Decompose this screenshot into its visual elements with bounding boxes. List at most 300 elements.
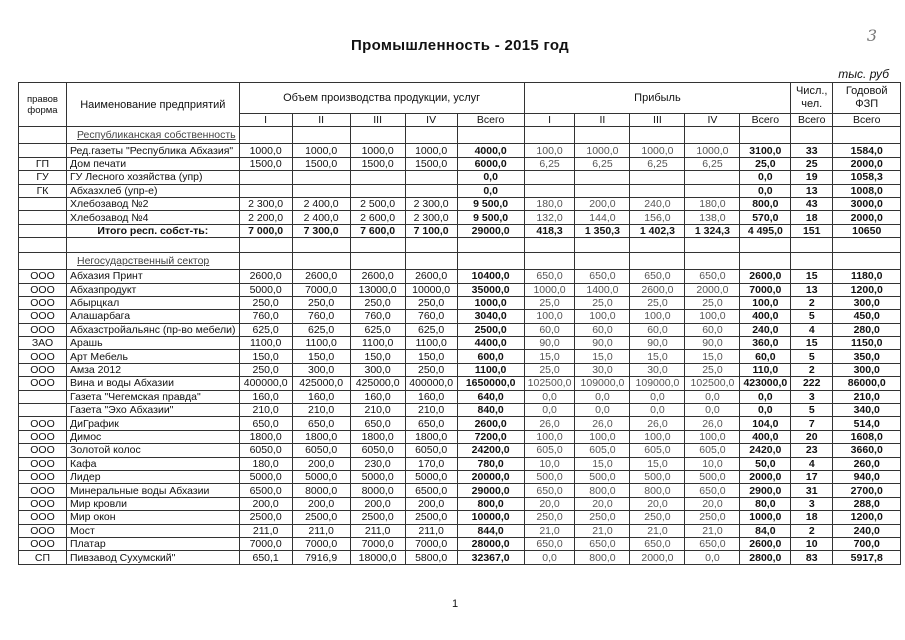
- legal-form-cell: ООО: [19, 296, 67, 309]
- profit-q1-cell: [575, 184, 630, 197]
- profit-q4-cell: 2600,0: [740, 270, 791, 283]
- volume-q2-cell: 1100,0: [350, 337, 405, 350]
- profit-q2-cell: 26,0: [630, 417, 685, 430]
- profit-q0-cell: 20,0: [524, 497, 575, 510]
- volume-q1-cell: 625,0: [292, 323, 350, 336]
- volume-q2-cell: 2 600,0: [350, 211, 405, 224]
- profit-q0-cell: 25,0: [524, 363, 575, 376]
- payroll-cell: 514,0: [833, 417, 901, 430]
- volume-q2-cell: 425000,0: [350, 377, 405, 390]
- profit-q3-cell: 1 324,3: [685, 224, 740, 237]
- profit-q1-cell: 605,0: [575, 444, 630, 457]
- volume-q3-cell: 2 300,0: [405, 197, 457, 210]
- volume-q2-cell: 1800,0: [350, 430, 405, 443]
- profit-q3-cell: 100,0: [685, 430, 740, 443]
- payroll-cell: 350,0: [833, 350, 901, 363]
- profit-q0-cell: 500,0: [524, 470, 575, 483]
- profit-q0-cell: 60,0: [524, 323, 575, 336]
- profit-q2-cell: 2600,0: [630, 283, 685, 296]
- volume-q4-cell: 29000,0: [457, 224, 524, 237]
- volume-q3-cell: 250,0: [405, 296, 457, 309]
- volume-q2-cell: 2 500,0: [350, 197, 405, 210]
- legal-form-cell: ООО: [19, 457, 67, 470]
- staff-cell: 25: [791, 157, 833, 170]
- profit-q3-cell: 250,0: [685, 511, 740, 524]
- empty-cell: [405, 127, 457, 144]
- volume-q4-cell: 28000,0: [457, 537, 524, 550]
- legal-form-cell: ООО: [19, 417, 67, 430]
- legal-form-cell: ООО: [19, 323, 67, 336]
- profit-q3-cell: 650,0: [685, 270, 740, 283]
- page-number: 1: [452, 598, 459, 610]
- profit-q3-cell: [685, 171, 740, 184]
- staff-cell: 7: [791, 417, 833, 430]
- profit-q3-cell: [685, 184, 740, 197]
- enterprise-name-cell: Лидер: [67, 470, 240, 483]
- empty-cell: [457, 127, 524, 144]
- volume-q4-cell: 9 500,0: [457, 211, 524, 224]
- volume-q2-cell: [350, 171, 405, 184]
- volume-q3-cell: [405, 171, 457, 184]
- legal-form-cell: ООО: [19, 377, 67, 390]
- header-profit-q2: III: [630, 114, 685, 127]
- empty-cell: [791, 253, 833, 270]
- profit-q4-cell: 104,0: [740, 417, 791, 430]
- volume-q0-cell: 6050,0: [239, 444, 292, 457]
- empty-cell: [791, 127, 833, 144]
- profit-q4-cell: 80,0: [740, 497, 791, 510]
- volume-q3-cell: 625,0: [405, 323, 457, 336]
- legal-form-cell: ГУ: [19, 171, 67, 184]
- profit-q3-cell: 180,0: [685, 197, 740, 210]
- profit-q2-cell: 240,0: [630, 197, 685, 210]
- profit-q1-cell: 0,0: [575, 404, 630, 417]
- legal-form-cell: ООО: [19, 283, 67, 296]
- table-row: [19, 144, 901, 157]
- profit-q4-cell: 360,0: [740, 337, 791, 350]
- volume-q2-cell: 230,0: [350, 457, 405, 470]
- volume-q3-cell: 211,0: [405, 524, 457, 537]
- profit-q2-cell: 60,0: [630, 323, 685, 336]
- volume-q2-cell: 760,0: [350, 310, 405, 323]
- table-row: [19, 184, 901, 197]
- profit-q2-cell: 25,0: [630, 296, 685, 309]
- volume-q0-cell: 2600,0: [239, 270, 292, 283]
- profit-q2-cell: 500,0: [630, 470, 685, 483]
- enterprise-name-cell: Мир окон: [67, 511, 240, 524]
- profit-q1-cell: 144,0: [575, 211, 630, 224]
- volume-q2-cell: 7 600,0: [350, 224, 405, 237]
- header-profit-q4: Всего: [740, 114, 791, 127]
- table-row: [19, 157, 901, 170]
- volume-q2-cell: 6050,0: [350, 444, 405, 457]
- profit-q4-cell: 800,0: [740, 197, 791, 210]
- payroll-cell: 700,0: [833, 537, 901, 550]
- profit-q4-cell: 400,0: [740, 430, 791, 443]
- empty-cell: [575, 127, 630, 144]
- profit-q4-cell: 570,0: [740, 211, 791, 224]
- enterprise-name-cell: Платар: [67, 537, 240, 550]
- volume-q2-cell: [350, 184, 405, 197]
- volume-q0-cell: 1500,0: [239, 157, 292, 170]
- volume-q4-cell: 1000,0: [457, 296, 524, 309]
- profit-q2-cell: 800,0: [630, 484, 685, 497]
- empty-cell: [350, 127, 405, 144]
- payroll-cell: 1058,3: [833, 171, 901, 184]
- volume-q3-cell: 170,0: [405, 457, 457, 470]
- volume-q1-cell: 5000,0: [292, 470, 350, 483]
- enterprise-name-cell: Итого респ. собст-ть:: [67, 224, 240, 237]
- legal-form-cell: ООО: [19, 497, 67, 510]
- volume-q3-cell: 210,0: [405, 404, 457, 417]
- table-row: [19, 310, 901, 323]
- table-row: [19, 551, 901, 564]
- volume-q3-cell: 200,0: [405, 497, 457, 510]
- staff-cell: 23: [791, 444, 833, 457]
- units-label: тыс. руб: [838, 67, 889, 81]
- table-row: [19, 337, 901, 350]
- volume-q3-cell: 7000,0: [405, 537, 457, 550]
- profit-q2-cell: 650,0: [630, 537, 685, 550]
- profit-q4-cell: 423000,0: [740, 377, 791, 390]
- profit-q3-cell: 138,0: [685, 211, 740, 224]
- volume-q1-cell: 760,0: [292, 310, 350, 323]
- profit-q2-cell: 100,0: [630, 430, 685, 443]
- industry-table: [18, 82, 901, 565]
- enterprise-name-cell: Пивзавод Сухумский": [67, 551, 240, 564]
- payroll-cell: 288,0: [833, 497, 901, 510]
- profit-q0-cell: 6,25: [524, 157, 575, 170]
- volume-q0-cell: 7000,0: [239, 537, 292, 550]
- header-volume: Объем производства продукции, услуг: [239, 83, 524, 114]
- payroll-cell: 300,0: [833, 296, 901, 309]
- profit-q3-cell: 21,0: [685, 524, 740, 537]
- empty-cell: [19, 238, 67, 253]
- profit-q1-cell: 90,0: [575, 337, 630, 350]
- volume-q4-cell: 35000,0: [457, 283, 524, 296]
- volume-q2-cell: 5000,0: [350, 470, 405, 483]
- profit-q0-cell: 0,0: [524, 404, 575, 417]
- profit-q2-cell: 15,0: [630, 350, 685, 363]
- profit-q4-cell: 100,0: [740, 296, 791, 309]
- enterprise-name-cell: Абхазстройальянс (пр-во мебели): [67, 323, 240, 336]
- empty-cell: [239, 238, 292, 253]
- volume-q3-cell: 150,0: [405, 350, 457, 363]
- header-vol-q1: II: [292, 114, 350, 127]
- volume-q0-cell: 400000,0: [239, 377, 292, 390]
- volume-q2-cell: 160,0: [350, 390, 405, 403]
- table-row: [19, 444, 901, 457]
- empty-cell: [575, 253, 630, 270]
- volume-q1-cell: 211,0: [292, 524, 350, 537]
- volume-q2-cell: 8000,0: [350, 484, 405, 497]
- payroll-cell: 1608,0: [833, 430, 901, 443]
- empty-cell: [740, 253, 791, 270]
- header-vol-q0: I: [239, 114, 292, 127]
- empty-cell: [350, 253, 405, 270]
- header-staff-total: Всего: [791, 114, 833, 127]
- enterprise-name-cell: ГУ Лесного хозяйства (упр): [67, 171, 240, 184]
- profit-q1-cell: 800,0: [575, 551, 630, 564]
- volume-q0-cell: 160,0: [239, 390, 292, 403]
- volume-q0-cell: 211,0: [239, 524, 292, 537]
- profit-q3-cell: 0,0: [685, 404, 740, 417]
- volume-q2-cell: 7000,0: [350, 537, 405, 550]
- volume-q1-cell: 250,0: [292, 296, 350, 309]
- profit-q1-cell: 100,0: [575, 430, 630, 443]
- volume-q0-cell: 5000,0: [239, 283, 292, 296]
- profit-q1-cell: 30,0: [575, 363, 630, 376]
- volume-q1-cell: 2 400,0: [292, 197, 350, 210]
- header-profit-q1: II: [575, 114, 630, 127]
- enterprise-name-cell: Ред.газеты "Республика Абхазия": [67, 144, 240, 157]
- profit-q0-cell: 100,0: [524, 310, 575, 323]
- enterprise-name-cell: Вина и воды Абхазии: [67, 377, 240, 390]
- staff-cell: 5: [791, 310, 833, 323]
- enterprise-name-cell: Золотой колос: [67, 444, 240, 457]
- payroll-cell: 2000,0: [833, 211, 901, 224]
- profit-q1-cell: 20,0: [575, 497, 630, 510]
- table-row: [19, 511, 901, 524]
- profit-q2-cell: 21,0: [630, 524, 685, 537]
- volume-q2-cell: 650,0: [350, 417, 405, 430]
- staff-cell: 13: [791, 283, 833, 296]
- profit-q2-cell: 1 402,3: [630, 224, 685, 237]
- volume-q0-cell: 210,0: [239, 404, 292, 417]
- profit-q0-cell: 21,0: [524, 524, 575, 537]
- empty-cell: [740, 238, 791, 253]
- table-row: [19, 171, 901, 184]
- profit-q4-cell: 2900,0: [740, 484, 791, 497]
- volume-q0-cell: 760,0: [239, 310, 292, 323]
- legal-form-cell: ООО: [19, 444, 67, 457]
- volume-q4-cell: 800,0: [457, 497, 524, 510]
- legal-form-cell: ООО: [19, 270, 67, 283]
- empty-cell: [685, 253, 740, 270]
- profit-q1-cell: 250,0: [575, 511, 630, 524]
- empty-cell: [524, 253, 575, 270]
- volume-q0-cell: 650,1: [239, 551, 292, 564]
- profit-q1-cell: [575, 171, 630, 184]
- profit-q0-cell: 0,0: [524, 390, 575, 403]
- header-vol-q2: III: [350, 114, 405, 127]
- volume-q4-cell: 0,0: [457, 184, 524, 197]
- legal-form-cell: [19, 404, 67, 417]
- profit-q1-cell: 200,0: [575, 197, 630, 210]
- profit-q3-cell: 2000,0: [685, 283, 740, 296]
- profit-q3-cell: 100,0: [685, 310, 740, 323]
- staff-cell: 5: [791, 404, 833, 417]
- profit-q2-cell: [630, 171, 685, 184]
- profit-q2-cell: 30,0: [630, 363, 685, 376]
- handwritten-page-mark: 3: [866, 26, 877, 45]
- payroll-cell: 300,0: [833, 363, 901, 376]
- payroll-cell: 1180,0: [833, 270, 901, 283]
- enterprise-name-cell: Арашь: [67, 337, 240, 350]
- table-row: [19, 270, 901, 283]
- empty-cell: [524, 238, 575, 253]
- profit-q0-cell: 250,0: [524, 511, 575, 524]
- volume-q1-cell: 7 300,0: [292, 224, 350, 237]
- empty-cell: [19, 253, 67, 270]
- volume-q0-cell: 200,0: [239, 497, 292, 510]
- volume-q4-cell: 844,0: [457, 524, 524, 537]
- profit-q1-cell: 60,0: [575, 323, 630, 336]
- total-row: [19, 224, 901, 237]
- enterprise-name-cell: Дом печати: [67, 157, 240, 170]
- volume-q4-cell: 840,0: [457, 404, 524, 417]
- profit-q3-cell: 15,0: [685, 350, 740, 363]
- volume-q1-cell: 1000,0: [292, 144, 350, 157]
- profit-q2-cell: [630, 184, 685, 197]
- empty-cell: [685, 238, 740, 253]
- staff-cell: 19: [791, 171, 833, 184]
- volume-q0-cell: 1800,0: [239, 430, 292, 443]
- empty-cell: [630, 238, 685, 253]
- profit-q4-cell: 0,0: [740, 390, 791, 403]
- table-row: [19, 537, 901, 550]
- payroll-cell: 86000,0: [833, 377, 901, 390]
- profit-q3-cell: 25,0: [685, 296, 740, 309]
- volume-q4-cell: 7200,0: [457, 430, 524, 443]
- volume-q0-cell: 1100,0: [239, 337, 292, 350]
- profit-q2-cell: 605,0: [630, 444, 685, 457]
- enterprise-name-cell: Хлебозавод №2: [67, 197, 240, 210]
- profit-q1-cell: 650,0: [575, 537, 630, 550]
- profit-q2-cell: 2000,0: [630, 551, 685, 564]
- profit-q3-cell: 650,0: [685, 484, 740, 497]
- payroll-cell: 1200,0: [833, 283, 901, 296]
- header-payroll: Годовой ФЗП: [833, 83, 901, 114]
- volume-q2-cell: 18000,0: [350, 551, 405, 564]
- empty-cell: [292, 127, 350, 144]
- table-row: [19, 296, 901, 309]
- volume-q1-cell: 7000,0: [292, 283, 350, 296]
- payroll-cell: 340,0: [833, 404, 901, 417]
- profit-q0-cell: 100,0: [524, 430, 575, 443]
- volume-q4-cell: 4400,0: [457, 337, 524, 350]
- profit-q0-cell: 25,0: [524, 296, 575, 309]
- volume-q1-cell: 300,0: [292, 363, 350, 376]
- volume-q3-cell: 1100,0: [405, 337, 457, 350]
- legal-form-cell: ООО: [19, 511, 67, 524]
- empty-cell: [833, 127, 901, 144]
- profit-q3-cell: 90,0: [685, 337, 740, 350]
- profit-q0-cell: 10,0: [524, 457, 575, 470]
- profit-q4-cell: 0,0: [740, 184, 791, 197]
- enterprise-name-cell: Амза 2012: [67, 363, 240, 376]
- profit-q4-cell: 84,0: [740, 524, 791, 537]
- staff-cell: 4: [791, 457, 833, 470]
- legal-form-cell: ООО: [19, 470, 67, 483]
- profit-q3-cell: 10,0: [685, 457, 740, 470]
- section-label: Негосударственный сектор: [67, 253, 240, 270]
- volume-q3-cell: 1500,0: [405, 157, 457, 170]
- payroll-cell: 2700,0: [833, 484, 901, 497]
- volume-q1-cell: 1100,0: [292, 337, 350, 350]
- table-row: [19, 377, 901, 390]
- legal-form-cell: ГП: [19, 157, 67, 170]
- header-profit: Прибыль: [524, 83, 791, 114]
- volume-q0-cell: 150,0: [239, 350, 292, 363]
- profit-q0-cell: 418,3: [524, 224, 575, 237]
- empty-cell: [405, 238, 457, 253]
- enterprise-name-cell: Хлебозавод №4: [67, 211, 240, 224]
- table-row: [19, 363, 901, 376]
- payroll-cell: 10650: [833, 224, 901, 237]
- payroll-cell: 940,0: [833, 470, 901, 483]
- profit-q1-cell: 26,0: [575, 417, 630, 430]
- profit-q2-cell: 90,0: [630, 337, 685, 350]
- profit-q0-cell: [524, 184, 575, 197]
- volume-q1-cell: 150,0: [292, 350, 350, 363]
- empty-cell: [405, 253, 457, 270]
- staff-cell: 151: [791, 224, 833, 237]
- volume-q1-cell: 200,0: [292, 457, 350, 470]
- profit-q3-cell: 0,0: [685, 390, 740, 403]
- volume-q1-cell: 650,0: [292, 417, 350, 430]
- enterprise-name-cell: Абхазия Принт: [67, 270, 240, 283]
- profit-q4-cell: 2000,0: [740, 470, 791, 483]
- volume-q3-cell: 5800,0: [405, 551, 457, 564]
- staff-cell: 33: [791, 144, 833, 157]
- profit-q4-cell: 240,0: [740, 323, 791, 336]
- profit-q4-cell: 60,0: [740, 350, 791, 363]
- volume-q2-cell: 300,0: [350, 363, 405, 376]
- profit-q4-cell: 400,0: [740, 310, 791, 323]
- empty-cell: [685, 127, 740, 144]
- volume-q2-cell: 210,0: [350, 404, 405, 417]
- volume-q3-cell: 250,0: [405, 363, 457, 376]
- volume-q4-cell: 20000,0: [457, 470, 524, 483]
- staff-cell: 222: [791, 377, 833, 390]
- profit-q3-cell: 0,0: [685, 551, 740, 564]
- volume-q3-cell: 6500,0: [405, 484, 457, 497]
- table-row: [19, 524, 901, 537]
- table-row: [19, 197, 901, 210]
- volume-q0-cell: 625,0: [239, 323, 292, 336]
- profit-q2-cell: 1000,0: [630, 144, 685, 157]
- legal-form-cell: ООО: [19, 484, 67, 497]
- staff-cell: 4: [791, 323, 833, 336]
- enterprise-name-cell: Абырцкал: [67, 296, 240, 309]
- volume-q3-cell: 650,0: [405, 417, 457, 430]
- enterprise-name-cell: Мир кровли: [67, 497, 240, 510]
- table-row: [19, 457, 901, 470]
- empty-cell: [791, 238, 833, 253]
- volume-q2-cell: 211,0: [350, 524, 405, 537]
- volume-q1-cell: 210,0: [292, 404, 350, 417]
- legal-form-cell: [19, 197, 67, 210]
- payroll-cell: 1150,0: [833, 337, 901, 350]
- volume-q1-cell: 6050,0: [292, 444, 350, 457]
- profit-q3-cell: 102500,0: [685, 377, 740, 390]
- volume-q4-cell: 2600,0: [457, 417, 524, 430]
- volume-q3-cell: 10000,0: [405, 283, 457, 296]
- payroll-cell: 3660,0: [833, 444, 901, 457]
- legal-form-cell: ООО: [19, 310, 67, 323]
- profit-q3-cell: 500,0: [685, 470, 740, 483]
- volume-q0-cell: 2 200,0: [239, 211, 292, 224]
- enterprise-name-cell: Абхазпродукт: [67, 283, 240, 296]
- staff-cell: 15: [791, 270, 833, 283]
- payroll-cell: 280,0: [833, 323, 901, 336]
- profit-q0-cell: 650,0: [524, 270, 575, 283]
- header-vol-q3: IV: [405, 114, 457, 127]
- volume-q4-cell: 4000,0: [457, 144, 524, 157]
- staff-cell: 2: [791, 524, 833, 537]
- payroll-cell: 2000,0: [833, 157, 901, 170]
